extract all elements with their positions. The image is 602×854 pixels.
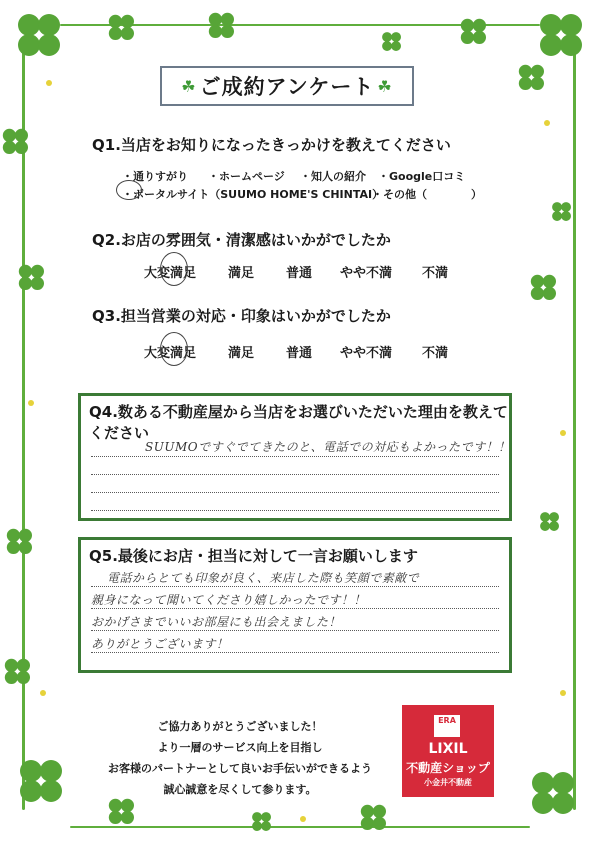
thank-you-line: より一層のサービス向上を目指し — [157, 741, 323, 754]
question-4-line-2: ください — [89, 424, 150, 442]
answer-line — [91, 652, 499, 653]
question-2: Q2.お店の雰囲気・清潔感はいかがでしたか — [92, 231, 391, 249]
question-4-box — [78, 393, 512, 521]
clover-sprig-icon: ☘ — [181, 76, 197, 96]
dot-decoration — [46, 80, 52, 86]
answer-line — [91, 586, 499, 587]
clover-icon — [519, 65, 545, 91]
selection-circle-mark — [116, 180, 142, 200]
border-vine-right — [573, 40, 576, 810]
selection-circle-mark — [160, 332, 188, 366]
q5-handwritten-answer-line[interactable]: 電話からとても印象が良く、来店した際も笑顔で素敵で — [107, 571, 420, 585]
lixil-shop-logo — [402, 705, 494, 797]
clover-icon — [7, 529, 33, 555]
clover-icon — [209, 13, 235, 39]
clover-icon — [20, 760, 64, 804]
q2-rating-very-satisfied[interactable]: 大変満足 — [144, 266, 197, 281]
clover-icon — [109, 15, 135, 41]
q2-rating-dissatisfied[interactable]: 不満 — [422, 266, 449, 281]
q2-rating-somewhat-dissatisfied[interactable]: やや不満 — [340, 266, 393, 281]
clover-icon — [252, 812, 272, 832]
clover-icon — [109, 799, 135, 825]
logo-brand: LIXIL — [428, 741, 468, 757]
question-5-box — [78, 537, 512, 673]
thank-you-message — [100, 716, 380, 800]
question-5: Q5.最後にお店・担当に対して一言お願いします — [89, 547, 418, 565]
q1-option-homepage[interactable]: ・ホームページ — [208, 170, 285, 183]
clover-icon — [382, 32, 402, 52]
answer-line — [91, 510, 499, 511]
thank-you-line: ご協力ありがとうございました！ — [157, 720, 323, 733]
clover-icon — [5, 659, 31, 685]
dot-decoration — [560, 690, 566, 696]
answer-line — [91, 474, 499, 475]
border-vine-left — [22, 40, 25, 810]
q5-handwritten-answer-line[interactable]: ありがとうございます！ — [91, 637, 229, 651]
clover-icon — [19, 265, 45, 291]
selection-circle-mark — [160, 252, 188, 286]
q5-handwritten-answer-line[interactable]: おかげさまでいいお部屋にも出会えました！ — [91, 615, 342, 629]
q1-option-passing-by[interactable]: ・通りすがり — [122, 170, 188, 183]
era-badge-icon: ERA — [434, 715, 460, 737]
q3-rating-neutral[interactable]: 普通 — [286, 346, 313, 361]
answer-line — [91, 456, 499, 457]
q1-option-google[interactable]: ・Google口コミ — [378, 170, 466, 183]
question-3: Q3.担当営業の対応・印象はいかがでしたか — [92, 307, 391, 325]
clover-icon — [18, 14, 62, 58]
clover-icon — [540, 14, 584, 58]
q3-rating-dissatisfied[interactable]: 不満 — [422, 346, 449, 361]
survey-title — [160, 66, 414, 106]
dot-decoration — [28, 400, 34, 406]
clover-icon — [461, 19, 487, 45]
border-vine-bottom — [70, 826, 530, 828]
thank-you-line: お客様のパートナーとして良いお手伝いができるよう — [108, 762, 372, 775]
q4-handwritten-answer[interactable]: SUUMOですぐでてきたのと、電話での対応もよかったです！！ — [145, 440, 511, 454]
answer-line — [91, 630, 499, 631]
q5-handwritten-answer-line[interactable]: 親身になって聞いてくださり嬉しかったです！！ — [91, 593, 367, 607]
clover-icon — [532, 772, 576, 816]
clover-sprig-icon: ☘ — [377, 76, 393, 96]
clover-icon — [361, 805, 387, 831]
logo-shop-name: 不動産ショップ — [406, 761, 490, 775]
thank-you-line: 誠心誠意を尽くして参ります。 — [163, 783, 317, 796]
clover-icon — [3, 129, 29, 155]
question-4-line-1: Q4.数ある不動産屋から当店をお選びいただいた理由を教えて — [89, 403, 508, 421]
dot-decoration — [560, 430, 566, 436]
logo-subtitle: 小金井不動産 — [424, 778, 472, 787]
q3-rating-somewhat-dissatisfied[interactable]: やや不満 — [340, 346, 393, 361]
clover-icon — [531, 275, 557, 301]
q1-option-other[interactable]: ・その他（ ） — [372, 188, 482, 201]
survey-title-text: ご成約アンケート — [199, 75, 375, 99]
q1-option-portal[interactable]: ・ポータルサイト（SUUMO HOME'S CHINTAI） — [122, 188, 384, 201]
q2-rating-neutral[interactable]: 普通 — [286, 266, 313, 281]
answer-line — [91, 608, 499, 609]
q3-rating-very-satisfied[interactable]: 大変満足 — [144, 346, 197, 361]
q2-rating-satisfied[interactable]: 満足 — [228, 266, 255, 281]
clover-icon — [552, 202, 572, 222]
q3-rating-satisfied[interactable]: 満足 — [228, 346, 255, 361]
question-1: Q1.当店をお知りになったきっかけを教えてください — [92, 136, 451, 154]
dot-decoration — [544, 120, 550, 126]
dot-decoration — [40, 690, 46, 696]
q1-option-referral[interactable]: ・知人の紹介 — [300, 170, 366, 183]
clover-icon — [540, 512, 560, 532]
dot-decoration — [300, 816, 306, 822]
answer-line — [91, 492, 499, 493]
